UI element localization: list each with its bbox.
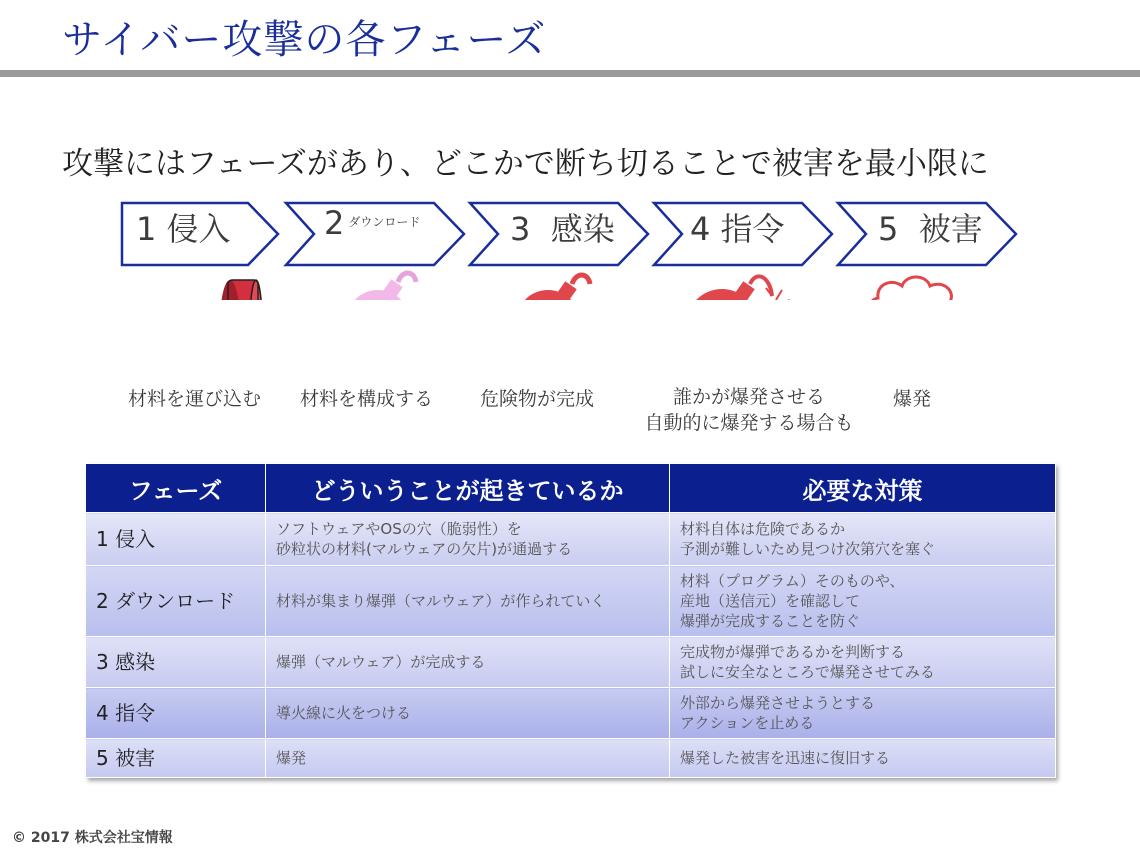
- pink-bomb-icon: [346, 273, 416, 300]
- header-phase: フェーズ: [86, 464, 266, 513]
- cylinder-icon: [220, 280, 262, 300]
- copyright-text: © 2017 株式会社宝情報: [12, 830, 173, 846]
- table-row: [86, 513, 1056, 566]
- row-measure: 完成物が爆弾であるかを判断する 試しに安全なところで爆発させてみる: [670, 637, 1056, 688]
- table-row: [86, 566, 1056, 637]
- red-bomb-icon: [516, 275, 590, 300]
- phase-chevrons: [0, 0, 1140, 300]
- table-header-row: [86, 464, 1056, 513]
- row-what: ソフトウェアやOSの穴（脆弱性）を 砂粒状の材料(マルウェアの欠片)が通過する: [266, 513, 670, 566]
- phase-3-caption: 危険物が完成: [480, 388, 595, 410]
- chevron-3-label: 3 感染: [510, 210, 615, 248]
- phase-1-caption: 材料を運び込む: [128, 388, 262, 410]
- row-phase: 3 感染: [86, 637, 266, 688]
- chevron-5-label: 5 被害: [878, 210, 983, 248]
- row-phase: 5 被害: [86, 739, 266, 778]
- subtitle: 攻撃にはフェーズがあり、どこかで断ち切ることで被害を最小限に: [62, 146, 989, 182]
- table-row: [86, 688, 1056, 739]
- row-phase: 4 指令: [86, 688, 266, 739]
- phase-2-caption: 材料を構成する: [300, 388, 434, 410]
- page-title: サイバー攻撃の各フェーズ: [62, 17, 547, 63]
- bomb-with-hand-icon: [686, 276, 792, 300]
- header-what: どういうことが起きているか: [266, 464, 670, 513]
- row-measure: 外部から爆発させようとする アクションを止める: [670, 688, 1056, 739]
- phase-4-caption: 誰かが爆発させる 自動的に爆発する場合も: [644, 386, 854, 434]
- row-what: 材料が集まり爆弾（マルウェア）が作られていく: [266, 566, 670, 637]
- chevron-4-label: 4 指令: [690, 210, 785, 248]
- row-measure: 材料（プログラム）そのものや、 産地（送信元）を確認して 爆弾が完成することを防ぐ: [670, 566, 1056, 637]
- table-row: [86, 637, 1056, 688]
- chevron-1-label: 1 侵入: [136, 210, 231, 248]
- chevron-2-label: 2 $^{ダウンロード}$: [324, 204, 421, 242]
- row-phase: 2 ダウンロード: [86, 566, 266, 637]
- row-phase: 1 侵入: [86, 513, 266, 566]
- table-row: [86, 739, 1056, 778]
- phase-table: [85, 463, 1055, 778]
- row-what: 導火線に火をつける: [266, 688, 670, 739]
- row-measure: 材料自体は危険であるか 予測が難しいため見つけ次第穴を塞ぐ: [670, 513, 1056, 566]
- header-measure: 必要な対策: [670, 464, 1056, 513]
- phase-5-caption: 爆発: [893, 388, 932, 410]
- row-what: 爆発: [266, 739, 670, 778]
- row-what: 爆弾（マルウェア）が完成する: [266, 637, 670, 688]
- mushroom-cloud-icon: [869, 277, 958, 300]
- row-measure: 爆発した被害を迅速に復旧する: [670, 739, 1056, 778]
